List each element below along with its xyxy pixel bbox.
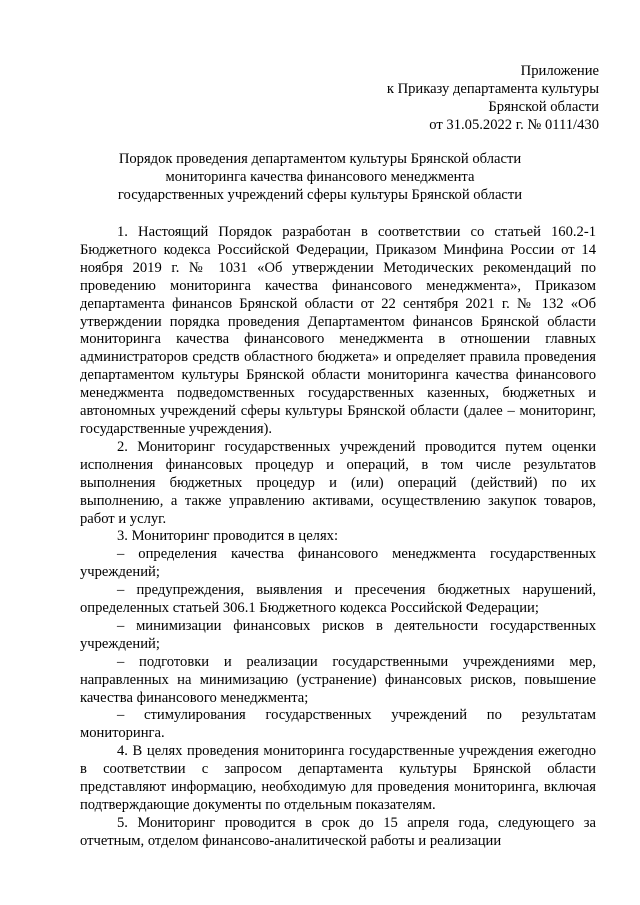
paragraph: 3. Мониторинг проводится в целях:	[117, 528, 339, 545]
paragraph: 5. Мониторинг проводится в срок до 15 апреля года, следующего за отчетным, отделом финансово-аналитической работы и реализации	[80, 814, 596, 849]
appendix-header	[387, 62, 599, 134]
paragraph: 1. Настоящий Порядок разработан в соответствии со статьей 160.2-1 Бюджетного кодекса Российской Федерации, Приказом Минфина России от 14 ноября 2019 г. № 1031 «Об утверждении Методических рекомендаций по проведению мониторинга качества финансового менеджмента», Приказом департамента финансов Брянской области от 22 сентября 2021 г. № 132 «Об утверждении порядка проведения Департаментом финансов Брянской области мониторинга качества финансового менеджмента в отношении главных администраторов средств областного бюджета» и определяет правила проведения департаментом культуры Брянской области мониторинга качества финансового менеджмента подведомственных государственных казенных, бюджетных и автономных учреждений сферы культуры Брянской области (далее – мониторинг, государственные учреждения).	[80, 224, 596, 437]
list-item: – предупреждения, выявления и пресечения бюджетных нарушений, определенных статьей 306.1 Бюджетного кодекса Российской Федерации;	[80, 582, 596, 617]
list-item: – определения качества финансового менеджмента государственных учреждений;	[80, 546, 596, 581]
header-line: Приложение	[520, 63, 599, 79]
document-title	[0, 150, 640, 204]
title-line: мониторинга качества финансового менеджмента	[165, 169, 475, 185]
title-line: государственных учреждений сферы культуры Брянской области	[117, 187, 523, 203]
list-item: – стимулирования государственных учреждений по результатам мониторинга.	[80, 707, 596, 742]
document-body	[80, 224, 596, 851]
title-line: Порядок проведения департаментом культуры Брянской области	[118, 151, 522, 167]
paragraph: 2. Мониторинг государственных учреждений проводится путем оценки исполнения финансовых процедур и операций, в том числе результатов выполнения бюджетных процедур и (или) операций (действий) по их выполнению, а также управлению активами, осуществлению закупок товаров, работ и услуг.	[80, 438, 596, 527]
list-item: – минимизации финансовых рисков в деятельности государственных учреждений;	[80, 617, 596, 652]
list-item: – подготовки и реализации государственными учреждениями мер, направленных на минимизацию (устранение) финансовых рисков, повышение качества финансового менеджмента;	[80, 653, 596, 706]
header-line: Брянской области	[488, 99, 599, 115]
header-line: к Приказу департамента культуры	[386, 81, 599, 97]
paragraph: 4. В целях проведения мониторинга государственные учреждения ежегодно в соответствии с запросом департамента культуры Брянской области представляют информацию, необходимую для проведения мониторинга, включая подтверждающие документы по отдельным показателям.	[80, 743, 596, 813]
header-line: от 31.05.2022 г. № 0111/430	[429, 117, 599, 133]
